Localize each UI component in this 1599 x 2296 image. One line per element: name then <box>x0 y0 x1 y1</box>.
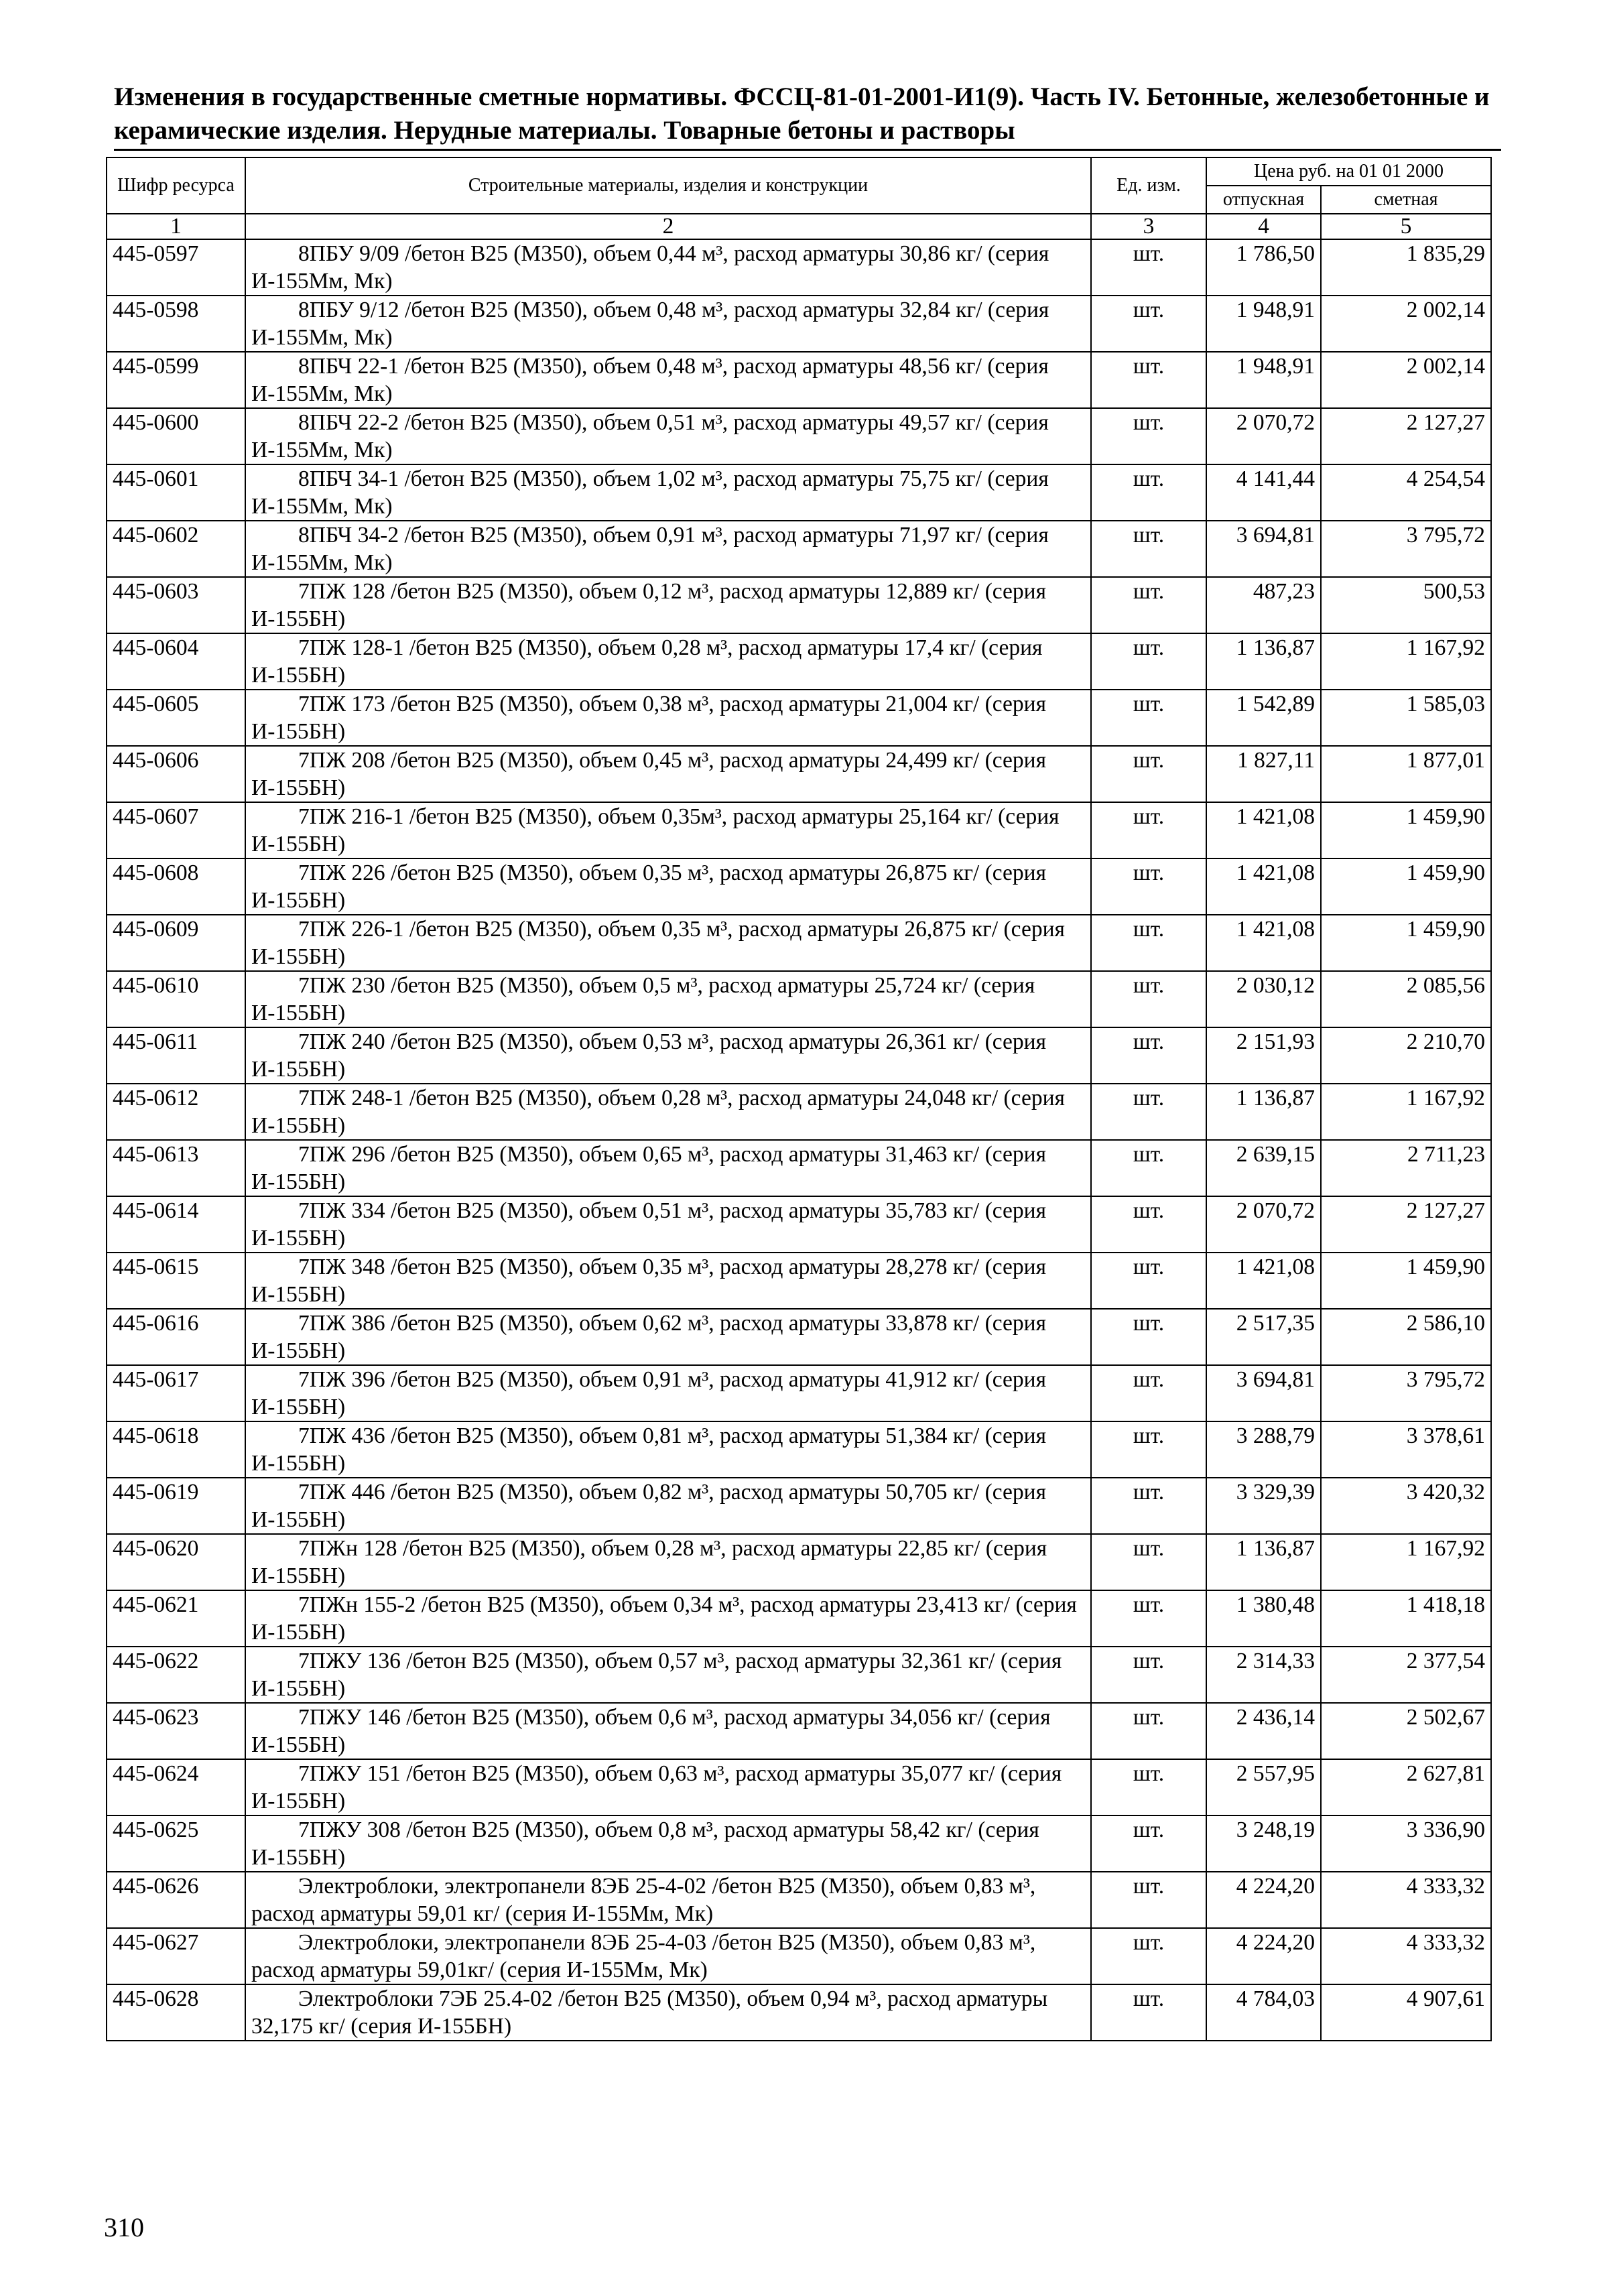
resource-code: 445-0599 <box>107 352 245 408</box>
resource-code: 445-0604 <box>107 633 245 690</box>
resource-description: 8ПБЧ 22-1 /бетон В25 (М350), объем 0,48 м³, расход арматуры 48,56 кг/ (серия И-155Мм, Мк) <box>251 354 1049 406</box>
table-row <box>107 633 1491 690</box>
resource-description-cell <box>245 1590 1091 1647</box>
resource-unit: шт. <box>1091 521 1206 577</box>
resource-code: 445-0601 <box>107 464 245 521</box>
resource-description: Электроблоки 7ЭБ 25.4-02 /бетон В25 (М350), объем 0,94 м³, расход арматуры 32,175 кг/ (серия И-155БН) <box>251 1986 1048 2039</box>
table-row <box>107 858 1491 915</box>
release-price: 2 314,33 <box>1206 1647 1321 1703</box>
release-price: 1 827,11 <box>1206 746 1321 802</box>
estimate-price: 1 585,03 <box>1321 690 1491 746</box>
resource-unit: шт. <box>1091 1534 1206 1590</box>
resource-description: 8ПБУ 9/12 /бетон В25 (М350), объем 0,48 м³, расход арматуры 32,84 кг/ (серия И-155Мм, Мк) <box>251 298 1049 350</box>
resource-description: 8ПБУ 9/09 /бетон В25 (М350), объем 0,44 м³, расход арматуры 30,86 кг/ (серия И-155Мм, Мк) <box>251 241 1049 294</box>
resource-description-cell <box>245 1196 1091 1253</box>
resource-code: 445-0606 <box>107 746 245 802</box>
resource-description: 7ПЖ 216-1 /бетон В25 (М350), объем 0,35м³, расход арматуры 25,164 кг/ (серия И-155БН) <box>251 804 1060 856</box>
resource-unit: шт. <box>1091 1872 1206 1928</box>
table-row <box>107 1309 1491 1365</box>
resource-description-cell <box>245 1928 1091 1984</box>
estimate-price: 1 459,90 <box>1321 1253 1491 1309</box>
release-price: 3 248,19 <box>1206 1815 1321 1872</box>
resource-code: 445-0623 <box>107 1703 245 1759</box>
estimate-price: 1 459,90 <box>1321 915 1491 971</box>
resource-unit: шт. <box>1091 352 1206 408</box>
release-price: 1 136,87 <box>1206 1084 1321 1140</box>
resource-code: 445-0600 <box>107 408 245 464</box>
resource-code: 445-0625 <box>107 1815 245 1872</box>
header-divider <box>114 149 1501 151</box>
table-row <box>107 577 1491 633</box>
resource-code: 445-0597 <box>107 239 245 296</box>
resource-description: 7ПЖ 226 /бетон В25 (М350), объем 0,35 м³, расход арматуры 26,875 кг/ (серия И-155БН) <box>251 860 1047 913</box>
estimate-price: 2 586,10 <box>1321 1309 1491 1365</box>
resource-unit: шт. <box>1091 1703 1206 1759</box>
estimate-price: 1 167,92 <box>1321 633 1491 690</box>
resource-code: 445-0598 <box>107 296 245 352</box>
table-row <box>107 1872 1491 1928</box>
table-row <box>107 239 1491 296</box>
release-price: 2 030,12 <box>1206 971 1321 1027</box>
resource-unit: шт. <box>1091 1759 1206 1815</box>
table-row <box>107 690 1491 746</box>
column-number: 5 <box>1321 214 1491 239</box>
resource-description-cell <box>245 1759 1091 1815</box>
table-row <box>107 1590 1491 1647</box>
table-row <box>107 1815 1491 1872</box>
resource-description-cell <box>245 858 1091 915</box>
resource-description: 7ПЖ 348 /бетон В25 (М350), объем 0,35 м³, расход арматуры 28,278 кг/ (серия И-155БН) <box>251 1255 1047 1307</box>
resource-code: 445-0620 <box>107 1534 245 1590</box>
release-price: 2 517,35 <box>1206 1309 1321 1365</box>
resource-description-cell <box>245 1421 1091 1478</box>
resource-description-cell <box>245 408 1091 464</box>
resource-unit: шт. <box>1091 858 1206 915</box>
resource-unit: шт. <box>1091 1815 1206 1872</box>
resource-description: 7ПЖ 386 /бетон В25 (М350), объем 0,62 м³, расход арматуры 33,878 кг/ (серия И-155БН) <box>251 1311 1047 1363</box>
table-row <box>107 1365 1491 1421</box>
resource-code: 445-0609 <box>107 915 245 971</box>
estimate-price: 2 711,23 <box>1321 1140 1491 1196</box>
resource-code: 445-0628 <box>107 1984 245 2041</box>
header-code: Шифр ресурса <box>107 157 245 214</box>
resource-unit: шт. <box>1091 1984 1206 2041</box>
resource-description-cell <box>245 1365 1091 1421</box>
estimate-price: 2 127,27 <box>1321 1196 1491 1253</box>
table-row <box>107 1928 1491 1984</box>
resource-description-cell <box>245 1984 1091 2041</box>
resource-unit: шт. <box>1091 1309 1206 1365</box>
estimate-price: 1 835,29 <box>1321 239 1491 296</box>
release-price: 4 224,20 <box>1206 1928 1321 1984</box>
resource-description-cell <box>245 521 1091 577</box>
release-price: 1 786,50 <box>1206 239 1321 296</box>
resource-description: 7ПЖ 396 /бетон В25 (М350), объем 0,91 м³, расход арматуры 41,912 кг/ (серия И-155БН) <box>251 1367 1047 1419</box>
resource-unit: шт. <box>1091 1196 1206 1253</box>
estimate-price: 3 378,61 <box>1321 1421 1491 1478</box>
resource-code: 445-0617 <box>107 1365 245 1421</box>
resource-code: 445-0611 <box>107 1027 245 1084</box>
release-price: 1 542,89 <box>1206 690 1321 746</box>
release-price: 1 948,91 <box>1206 296 1321 352</box>
estimate-price: 3 795,72 <box>1321 521 1491 577</box>
resource-unit: шт. <box>1091 1590 1206 1647</box>
estimate-price: 2 002,14 <box>1321 352 1491 408</box>
estimate-price: 2 210,70 <box>1321 1027 1491 1084</box>
release-price: 2 070,72 <box>1206 1196 1321 1253</box>
resource-code: 445-0613 <box>107 1140 245 1196</box>
resource-code: 445-0621 <box>107 1590 245 1647</box>
resource-unit: шт. <box>1091 464 1206 521</box>
resource-unit: шт. <box>1091 408 1206 464</box>
table-row <box>107 746 1491 802</box>
release-price: 1 421,08 <box>1206 1253 1321 1309</box>
resource-description-cell <box>245 1309 1091 1365</box>
resource-description: 7ПЖ 173 /бетон В25 (М350), объем 0,38 м³, расход арматуры 21,004 кг/ (серия И-155БН) <box>251 692 1047 744</box>
resource-code: 445-0624 <box>107 1759 245 1815</box>
table-row <box>107 1140 1491 1196</box>
estimate-price: 2 502,67 <box>1321 1703 1491 1759</box>
header-estimate-price: сметная <box>1321 186 1491 214</box>
release-price: 3 329,39 <box>1206 1478 1321 1534</box>
release-price: 2 639,15 <box>1206 1140 1321 1196</box>
resource-unit: шт. <box>1091 296 1206 352</box>
resource-description: 7ПЖУ 151 /бетон В25 (М350), объем 0,63 м³, расход арматуры 35,077 кг/ (серия И-155БН) <box>251 1761 1062 1813</box>
resource-description-cell <box>245 239 1091 296</box>
estimate-price: 1 167,92 <box>1321 1084 1491 1140</box>
resource-unit: шт. <box>1091 577 1206 633</box>
resource-unit: шт. <box>1091 1478 1206 1534</box>
resource-description-cell <box>245 577 1091 633</box>
resource-description-cell <box>245 746 1091 802</box>
estimate-price: 4 333,32 <box>1321 1872 1491 1928</box>
table-row <box>107 464 1491 521</box>
resource-description-cell <box>245 633 1091 690</box>
resource-code: 445-0622 <box>107 1647 245 1703</box>
table-row <box>107 1647 1491 1703</box>
estimate-price: 1 877,01 <box>1321 746 1491 802</box>
resource-description: 7ПЖУ 146 /бетон В25 (М350), объем 0,6 м³, расход арматуры 34,056 кг/ (серия И-155БН) <box>251 1705 1051 1757</box>
table-row <box>107 1027 1491 1084</box>
resource-description: 7ПЖн 128 /бетон В25 (М350), объем 0,28 м³, расход арматуры 22,85 кг/ (серия И-155БН) <box>251 1536 1047 1588</box>
resource-unit: шт. <box>1091 633 1206 690</box>
estimate-price: 1 459,90 <box>1321 858 1491 915</box>
table-row <box>107 1703 1491 1759</box>
resource-description-cell <box>245 1815 1091 1872</box>
header-release-price: отпускная <box>1206 186 1321 214</box>
table-row <box>107 1253 1491 1309</box>
resource-description: 7ПЖн 155-2 /бетон В25 (М350), объем 0,34 м³, расход арматуры 23,413 кг/ (серия И-155БН) <box>251 1592 1077 1645</box>
resource-description: 7ПЖ 208 /бетон В25 (М350), объем 0,45 м³, расход арматуры 24,499 кг/ (серия И-155БН) <box>251 748 1047 800</box>
resource-description-cell <box>245 1140 1091 1196</box>
estimate-price: 1 418,18 <box>1321 1590 1491 1647</box>
resource-description-cell <box>245 1647 1091 1703</box>
estimate-price: 3 336,90 <box>1321 1815 1491 1872</box>
resource-description-cell <box>245 1478 1091 1534</box>
column-number: 2 <box>245 214 1091 239</box>
release-price: 1 421,08 <box>1206 915 1321 971</box>
resource-unit: шт. <box>1091 1140 1206 1196</box>
table-row <box>107 971 1491 1027</box>
resource-description: Электроблоки, электропанели 8ЭБ 25-4-03 /бетон В25 (М350), объем 0,83 м³, расход арматуры 59,01кг/ (серия И-155Мм, Мк) <box>251 1930 1036 1982</box>
resource-description: 7ПЖ 248-1 /бетон В25 (М350), объем 0,28 м³, расход арматуры 24,048 кг/ (серия И-155БН) <box>251 1086 1065 1138</box>
resource-description: Электроблоки, электропанели 8ЭБ 25-4-02 /бетон В25 (М350), объем 0,83 м³, расход арматуры 59,01 кг/ (серия И-155Мм, Мк) <box>251 1874 1036 1926</box>
estimate-price: 2 002,14 <box>1321 296 1491 352</box>
estimate-price: 3 420,32 <box>1321 1478 1491 1534</box>
header-price-group: Цена руб. на 01 01 2000 <box>1206 157 1491 186</box>
header-unit: Ед. изм. <box>1091 157 1206 214</box>
estimate-price: 3 795,72 <box>1321 1365 1491 1421</box>
resource-unit: шт. <box>1091 1253 1206 1309</box>
resource-description-cell <box>245 1703 1091 1759</box>
resource-description-cell <box>245 1534 1091 1590</box>
column-number: 3 <box>1091 214 1206 239</box>
resource-code: 445-0602 <box>107 521 245 577</box>
resource-description-cell <box>245 971 1091 1027</box>
table-row <box>107 802 1491 858</box>
column-number: 4 <box>1206 214 1321 239</box>
table-row <box>107 1759 1491 1815</box>
estimate-price: 1 167,92 <box>1321 1534 1491 1590</box>
table-row <box>107 1478 1491 1534</box>
release-price: 1 136,87 <box>1206 1534 1321 1590</box>
release-price: 4 224,20 <box>1206 1872 1321 1928</box>
resource-unit: шт. <box>1091 1084 1206 1140</box>
resource-code: 445-0608 <box>107 858 245 915</box>
estimate-price: 500,53 <box>1321 577 1491 633</box>
release-price: 1 136,87 <box>1206 633 1321 690</box>
resource-description: 7ПЖ 240 /бетон В25 (М350), объем 0,53 м³, расход арматуры 26,361 кг/ (серия И-155БН) <box>251 1029 1047 1082</box>
release-price: 2 557,95 <box>1206 1759 1321 1815</box>
resource-code: 445-0605 <box>107 690 245 746</box>
resource-description-cell <box>245 1084 1091 1140</box>
release-price: 1 421,08 <box>1206 858 1321 915</box>
table-row <box>107 352 1491 408</box>
table-row <box>107 915 1491 971</box>
resource-description-cell <box>245 802 1091 858</box>
estimate-price: 4 254,54 <box>1321 464 1491 521</box>
release-price: 1 948,91 <box>1206 352 1321 408</box>
resource-description-cell <box>245 1027 1091 1084</box>
resource-description: 7ПЖУ 308 /бетон В25 (М350), объем 0,8 м³, расход арматуры 58,42 кг/ (серия И-155БН) <box>251 1817 1039 1870</box>
resource-code: 445-0618 <box>107 1421 245 1478</box>
resource-description-cell <box>245 352 1091 408</box>
resource-unit: шт. <box>1091 802 1206 858</box>
document-title: Изменения в государственные сметные нормативы. ФССЦ-81-01-2001-И1(9). Часть IV. Бетонные, железобетонные и керамические изделия. Нерудные материалы. Товарные бетоны и растворы <box>114 82 1490 145</box>
resource-description: 7ПЖ 226-1 /бетон В25 (М350), объем 0,35 м³, расход арматуры 26,875 кг/ (серия И-155БН) <box>251 917 1065 969</box>
estimate-price: 4 907,61 <box>1321 1984 1491 2041</box>
table-row <box>107 408 1491 464</box>
resource-unit: шт. <box>1091 971 1206 1027</box>
resource-description-cell <box>245 1253 1091 1309</box>
release-price: 3 694,81 <box>1206 521 1321 577</box>
resource-description: 8ПБЧ 34-1 /бетон В25 (М350), объем 1,02 м³, расход арматуры 75,75 кг/ (серия И-155Мм, Мк) <box>251 466 1049 519</box>
resource-code: 445-0610 <box>107 971 245 1027</box>
table-row <box>107 1984 1491 2041</box>
resource-unit: шт. <box>1091 1421 1206 1478</box>
page-number: 310 <box>104 2212 144 2242</box>
estimate-price: 1 459,90 <box>1321 802 1491 858</box>
release-price: 1 380,48 <box>1206 1590 1321 1647</box>
release-price: 3 288,79 <box>1206 1421 1321 1478</box>
resource-description: 7ПЖ 334 /бетон В25 (М350), объем 0,51 м³, расход арматуры 35,783 кг/ (серия И-155БН) <box>251 1198 1047 1251</box>
resource-description: 7ПЖ 128-1 /бетон В25 (М350), объем 0,28 м³, расход арматуры 17,4 кг/ (серия И-155БН) <box>251 635 1043 688</box>
resource-description: 7ПЖ 128 /бетон В25 (М350), объем 0,12 м³, расход арматуры 12,889 кг/ (серия И-155БН) <box>251 579 1047 631</box>
resource-code: 445-0612 <box>107 1084 245 1140</box>
resource-unit: шт. <box>1091 1365 1206 1421</box>
estimate-price: 2 127,27 <box>1321 408 1491 464</box>
page-header <box>114 80 1501 147</box>
resource-code: 445-0615 <box>107 1253 245 1309</box>
resource-description: 7ПЖ 296 /бетон В25 (М350), объем 0,65 м³, расход арматуры 31,463 кг/ (серия И-155БН) <box>251 1142 1047 1194</box>
resource-description-cell <box>245 915 1091 971</box>
resource-unit: шт. <box>1091 1647 1206 1703</box>
resource-code: 445-0607 <box>107 802 245 858</box>
resource-description: 7ПЖ 230 /бетон В25 (М350), объем 0,5 м³, расход арматуры 25,724 кг/ (серия И-155БН) <box>251 973 1035 1025</box>
resource-description: 8ПБЧ 34-2 /бетон В25 (М350), объем 0,91 м³, расход арматуры 71,97 кг/ (серия И-155Мм, Мк) <box>251 523 1049 575</box>
resource-description-cell <box>245 690 1091 746</box>
resource-code: 445-0616 <box>107 1309 245 1365</box>
release-price: 2 070,72 <box>1206 408 1321 464</box>
table-row <box>107 296 1491 352</box>
resource-code: 445-0626 <box>107 1872 245 1928</box>
resource-unit: шт. <box>1091 1928 1206 1984</box>
table-row <box>107 521 1491 577</box>
header-description: Строительные материалы, изделия и конструкции <box>245 157 1091 214</box>
estimate-price: 2 627,81 <box>1321 1759 1491 1815</box>
resource-unit: шт. <box>1091 746 1206 802</box>
estimate-price: 4 333,32 <box>1321 1928 1491 1984</box>
release-price: 2 151,93 <box>1206 1027 1321 1084</box>
resource-unit: шт. <box>1091 690 1206 746</box>
resource-code: 445-0603 <box>107 577 245 633</box>
resource-description-cell <box>245 1872 1091 1928</box>
estimate-price: 2 085,56 <box>1321 971 1491 1027</box>
table-row <box>107 1534 1491 1590</box>
resource-code: 445-0619 <box>107 1478 245 1534</box>
resource-code: 445-0614 <box>107 1196 245 1253</box>
resource-description: 7ПЖУ 136 /бетон В25 (М350), объем 0,57 м³, расход арматуры 32,361 кг/ (серия И-155БН) <box>251 1649 1062 1701</box>
resource-price-table <box>106 157 1492 2041</box>
resource-unit: шт. <box>1091 915 1206 971</box>
release-price: 487,23 <box>1206 577 1321 633</box>
release-price: 2 436,14 <box>1206 1703 1321 1759</box>
resource-description: 7ПЖ 446 /бетон В25 (М350), объем 0,82 м³, расход арматуры 50,705 кг/ (серия И-155БН) <box>251 1480 1047 1532</box>
release-price: 4 141,44 <box>1206 464 1321 521</box>
resource-description: 7ПЖ 436 /бетон В25 (М350), объем 0,81 м³, расход арматуры 51,384 кг/ (серия И-155БН) <box>251 1423 1047 1476</box>
release-price: 4 784,03 <box>1206 1984 1321 2041</box>
table-body <box>107 239 1491 2041</box>
resource-code: 445-0627 <box>107 1928 245 1984</box>
resource-description: 8ПБЧ 22-2 /бетон В25 (М350), объем 0,51 м³, расход арматуры 49,57 кг/ (серия И-155Мм, Мк) <box>251 410 1049 462</box>
release-price: 1 421,08 <box>1206 802 1321 858</box>
estimate-price: 2 377,54 <box>1321 1647 1491 1703</box>
table-row <box>107 1196 1491 1253</box>
column-number: 1 <box>107 214 245 239</box>
resource-description-cell <box>245 464 1091 521</box>
table-row <box>107 1421 1491 1478</box>
resource-unit: шт. <box>1091 1027 1206 1084</box>
table-row <box>107 1084 1491 1140</box>
release-price: 3 694,81 <box>1206 1365 1321 1421</box>
resource-unit: шт. <box>1091 239 1206 296</box>
resource-description-cell <box>245 296 1091 352</box>
